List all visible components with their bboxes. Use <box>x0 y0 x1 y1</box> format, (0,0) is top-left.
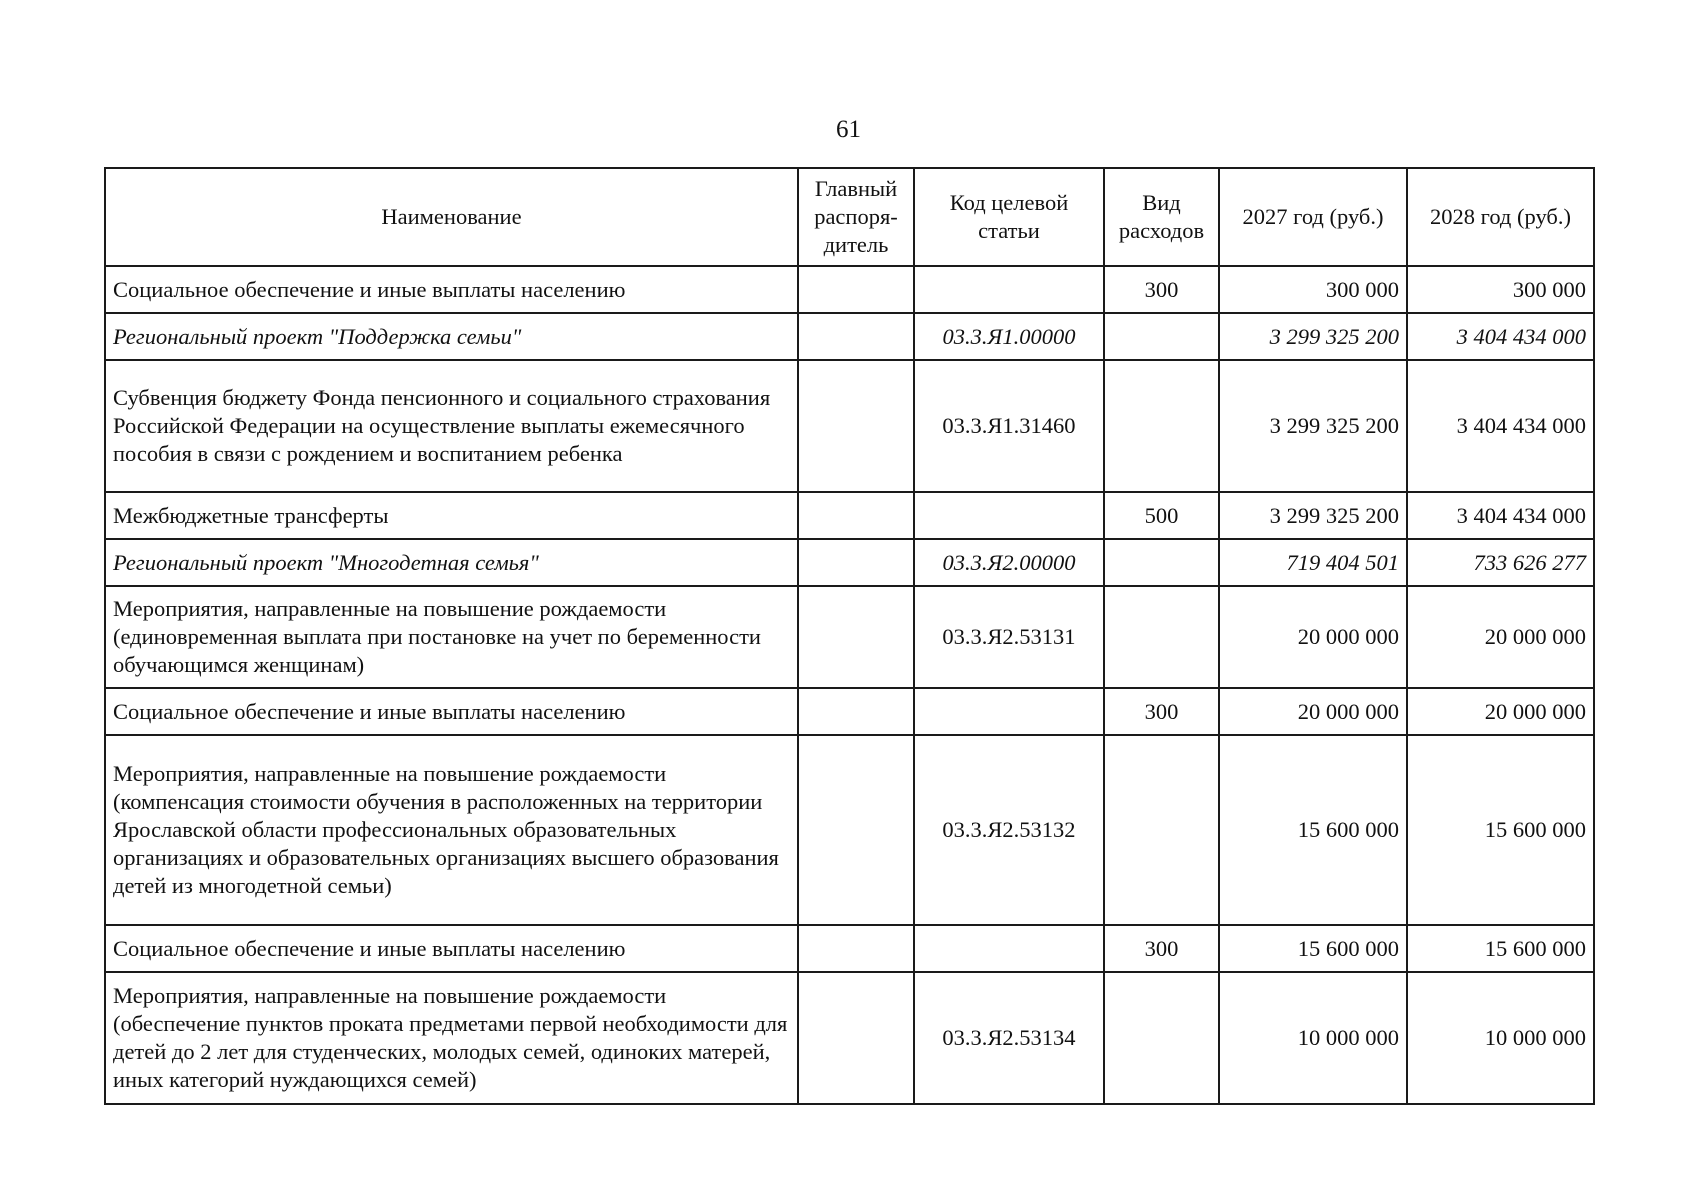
cell-code <box>914 266 1104 313</box>
cell-manager <box>798 360 914 492</box>
cell-manager <box>798 735 914 925</box>
cell-manager <box>798 539 914 586</box>
cell-2028: 3 404 434 000 <box>1407 492 1594 539</box>
table-row <box>105 360 1594 492</box>
header-code: Код целевой статьи <box>914 168 1104 266</box>
cell-2028: 10 000 000 <box>1407 972 1594 1104</box>
cell-kind <box>1104 313 1219 360</box>
cell-code: 03.3.Я2.53131 <box>914 586 1104 688</box>
cell-name: Мероприятия, направленные на повышение рождаемости (единовременная выплата при постановке на учет по беременности обучающимся женщинам) <box>105 586 798 688</box>
header-name: Наименование <box>105 168 798 266</box>
cell-code <box>914 688 1104 735</box>
cell-kind <box>1104 735 1219 925</box>
table-row <box>105 586 1594 688</box>
table-row <box>105 539 1594 586</box>
cell-name: Межбюджетные трансферты <box>105 492 798 539</box>
cell-2028: 300 000 <box>1407 266 1594 313</box>
cell-kind: 500 <box>1104 492 1219 539</box>
cell-code: 03.3.Я2.00000 <box>914 539 1104 586</box>
cell-name: Субвенция бюджету Фонда пенсионного и социального страхования Российской Федерации на осуществление выплаты ежемесячного пособия в связи с рождением и воспитанием ребенка <box>105 360 798 492</box>
cell-2027: 20 000 000 <box>1219 586 1407 688</box>
cell-kind <box>1104 360 1219 492</box>
cell-kind <box>1104 539 1219 586</box>
cell-kind <box>1104 586 1219 688</box>
cell-kind <box>1104 972 1219 1104</box>
cell-2028: 733 626 277 <box>1407 539 1594 586</box>
cell-kind: 300 <box>1104 688 1219 735</box>
cell-code <box>914 925 1104 972</box>
cell-manager <box>798 688 914 735</box>
cell-kind: 300 <box>1104 266 1219 313</box>
cell-2027: 719 404 501 <box>1219 539 1407 586</box>
header-manager: Главный распоря-дитель <box>798 168 914 266</box>
cell-2027: 3 299 325 200 <box>1219 360 1407 492</box>
cell-name: Мероприятия, направленные на повышение рождаемости (обеспечение пунктов проката предметами первой необходимости для детей до 2 лет для студенческих, молодых семей, одиноких матерей, иных категорий нуждающихся семей) <box>105 972 798 1104</box>
cell-2028: 3 404 434 000 <box>1407 313 1594 360</box>
cell-manager <box>798 266 914 313</box>
table-row <box>105 266 1594 313</box>
cell-name: Социальное обеспечение и иные выплаты населению <box>105 688 798 735</box>
cell-code: 03.3.Я1.31460 <box>914 360 1104 492</box>
page-number: 61 <box>836 116 861 143</box>
cell-2027: 3 299 325 200 <box>1219 492 1407 539</box>
table-row <box>105 925 1594 972</box>
cell-manager <box>798 313 914 360</box>
cell-manager <box>798 586 914 688</box>
cell-2028: 20 000 000 <box>1407 586 1594 688</box>
budget-table <box>104 167 1595 1105</box>
header-2028: 2028 год (руб.) <box>1407 168 1594 266</box>
cell-code <box>914 492 1104 539</box>
cell-2027: 300 000 <box>1219 266 1407 313</box>
cell-code: 03.3.Я1.00000 <box>914 313 1104 360</box>
cell-code: 03.3.Я2.53134 <box>914 972 1104 1104</box>
cell-2028: 3 404 434 000 <box>1407 360 1594 492</box>
cell-name: Региональный проект "Поддержка семьи" <box>105 313 798 360</box>
cell-manager <box>798 972 914 1104</box>
table-row <box>105 313 1594 360</box>
cell-kind: 300 <box>1104 925 1219 972</box>
table-row <box>105 972 1594 1104</box>
table-row <box>105 735 1594 925</box>
cell-name: Региональный проект "Многодетная семья" <box>105 539 798 586</box>
cell-2027: 3 299 325 200 <box>1219 313 1407 360</box>
cell-2027: 15 600 000 <box>1219 925 1407 972</box>
table-row <box>105 492 1594 539</box>
cell-manager <box>798 492 914 539</box>
header-2027: 2027 год (руб.) <box>1219 168 1407 266</box>
cell-2028: 15 600 000 <box>1407 735 1594 925</box>
header-kind: Вид расходов <box>1104 168 1219 266</box>
cell-name: Мероприятия, направленные на повышение рождаемости (компенсация стоимости обучения в расположенных на территории Ярославской области профессиональных образовательных организациях и образовательных организациях высшего образования детей из многодетной семьи) <box>105 735 798 925</box>
cell-name: Социальное обеспечение и иные выплаты населению <box>105 266 798 313</box>
cell-2027: 15 600 000 <box>1219 735 1407 925</box>
cell-manager <box>798 925 914 972</box>
table-header-row <box>105 168 1594 266</box>
cell-2027: 10 000 000 <box>1219 972 1407 1104</box>
table-row <box>105 688 1594 735</box>
cell-2028: 20 000 000 <box>1407 688 1594 735</box>
cell-code: 03.3.Я2.53132 <box>914 735 1104 925</box>
cell-2027: 20 000 000 <box>1219 688 1407 735</box>
cell-2028: 15 600 000 <box>1407 925 1594 972</box>
cell-name: Социальное обеспечение и иные выплаты населению <box>105 925 798 972</box>
